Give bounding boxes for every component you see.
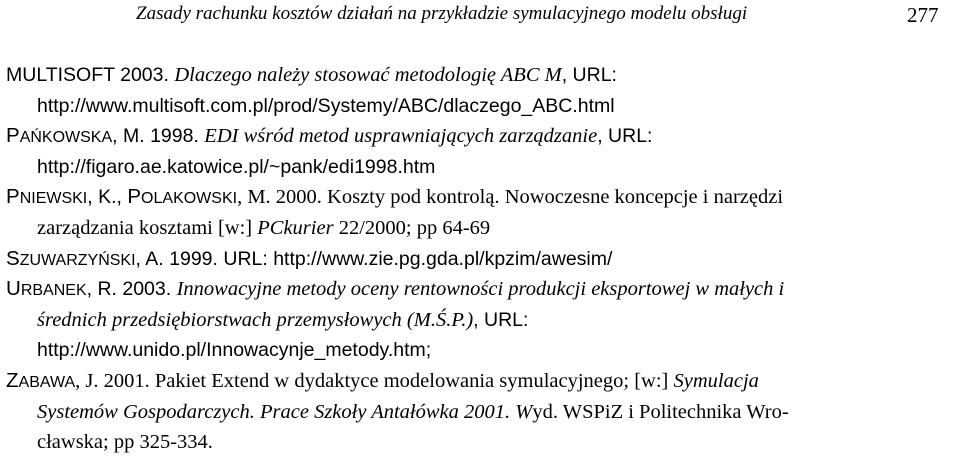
publisher-continued: cławska; pp 325-334. — [37, 431, 213, 454]
author-rest: RBANEK — [20, 282, 87, 300]
reference-line — [0, 121, 960, 152]
proceedings-title-continued: Systemów Gospodarczych. Prace Szkoły Antałówka 2001. W — [37, 400, 533, 423]
reference-line — [0, 91, 960, 122]
reference-title: Dlaczego należy stosować metodologię ABC M — [174, 64, 562, 86]
author-initial: S — [6, 246, 20, 270]
reference-line — [0, 60, 960, 91]
reference-multisoft — [0, 60, 960, 121]
reference-title: EDI wśród metod usprawniających zarządzanie — [204, 125, 598, 148]
reference-url[interactable]: http://figaro.ae.katowice.pl/~pank/edi1998.htm — [37, 155, 436, 178]
url-label: , URL: — [561, 64, 617, 86]
url-label: , URL: — [597, 125, 653, 148]
author-initial: U — [6, 277, 21, 301]
url-label: , URL: — [473, 308, 529, 331]
author-rest: ABAWA — [18, 373, 76, 391]
author-initial: P — [6, 185, 20, 209]
reference-author — [127, 186, 237, 208]
reference-title: , M. 2000. Koszty pod kontrolą. Nowoczesne koncepcje i narzędzi — [237, 186, 784, 209]
author-and-year: , M. 1998. — [112, 125, 205, 148]
reference-line — [0, 427, 960, 458]
reference-line — [0, 274, 960, 305]
reference-title: , J. 2001. Pakiet Extend w dydaktyce modelowania symulacyjnego; [w:] — [75, 369, 674, 392]
reference-urbanek — [0, 274, 960, 366]
author-initial: Z — [6, 368, 19, 392]
reference-author — [6, 125, 112, 147]
running-header — [0, 0, 960, 34]
author-rest: ZUWARZYŃSKI — [19, 251, 136, 269]
reference-author — [6, 248, 136, 270]
reference-title-continued: średnich przedsiębiorstwach przemysłowych (M.Ś.P.) — [37, 308, 474, 331]
reference-line — [0, 213, 960, 244]
reference-list — [0, 60, 960, 458]
reference-line — [0, 366, 960, 397]
reference-line — [0, 397, 960, 428]
reference-author — [6, 186, 87, 208]
author-rest: NIEWSKI — [19, 190, 88, 208]
author-and-year: , R. 2003. — [86, 278, 177, 301]
publisher: yd. WSPiZ i Politechnika Wro- — [532, 400, 789, 423]
reference-title: Innowacyjne metody oceny rentowności produkcji eksportowej w małych i — [176, 278, 785, 301]
reference-line — [0, 305, 960, 336]
page-number: 277 — [907, 3, 939, 27]
journal-name: PCkurier — [257, 216, 334, 239]
reference-szuwarzynski — [0, 244, 960, 275]
running-title: Zasady rachunku kosztów działań na przykładzie symulacyjnego modelu obsługi — [136, 3, 748, 24]
reference-source: zarządzania kosztami [w:] — [37, 216, 258, 239]
author-separator: , K., — [87, 186, 128, 209]
reference-url[interactable]: http://www.multisoft.com.pl/prod/Systemy/ABC/dlaczego_ABC.html — [37, 94, 615, 117]
author-and-year: MULTISOFT 2003. — [6, 64, 175, 86]
author-rest: AŃKOWSKA — [19, 129, 113, 147]
author-initial: P — [6, 124, 20, 148]
reference-author — [6, 370, 75, 392]
reference-line — [0, 335, 960, 366]
reference-line — [0, 152, 960, 183]
reference-author — [6, 278, 87, 300]
author-initial: P — [127, 185, 142, 209]
journal-issue: 22/2000; pp 64-69 — [333, 216, 491, 239]
reference-pankowska — [0, 121, 960, 182]
reference-line — [0, 182, 960, 213]
author-year-and-url[interactable]: , A. 1999. URL: http://www.zie.pg.gda.pl/kpzim/awesim/ — [135, 247, 613, 270]
proceedings-title: Symulacja — [673, 369, 759, 392]
reference-pniewski — [0, 182, 960, 243]
reference-zabawa — [0, 366, 960, 458]
author-rest: OLAKOWSKI — [141, 190, 238, 208]
reference-line — [0, 244, 960, 275]
reference-url[interactable]: http://www.unido.pl/Innowacynje_metody.htm; — [37, 339, 432, 362]
